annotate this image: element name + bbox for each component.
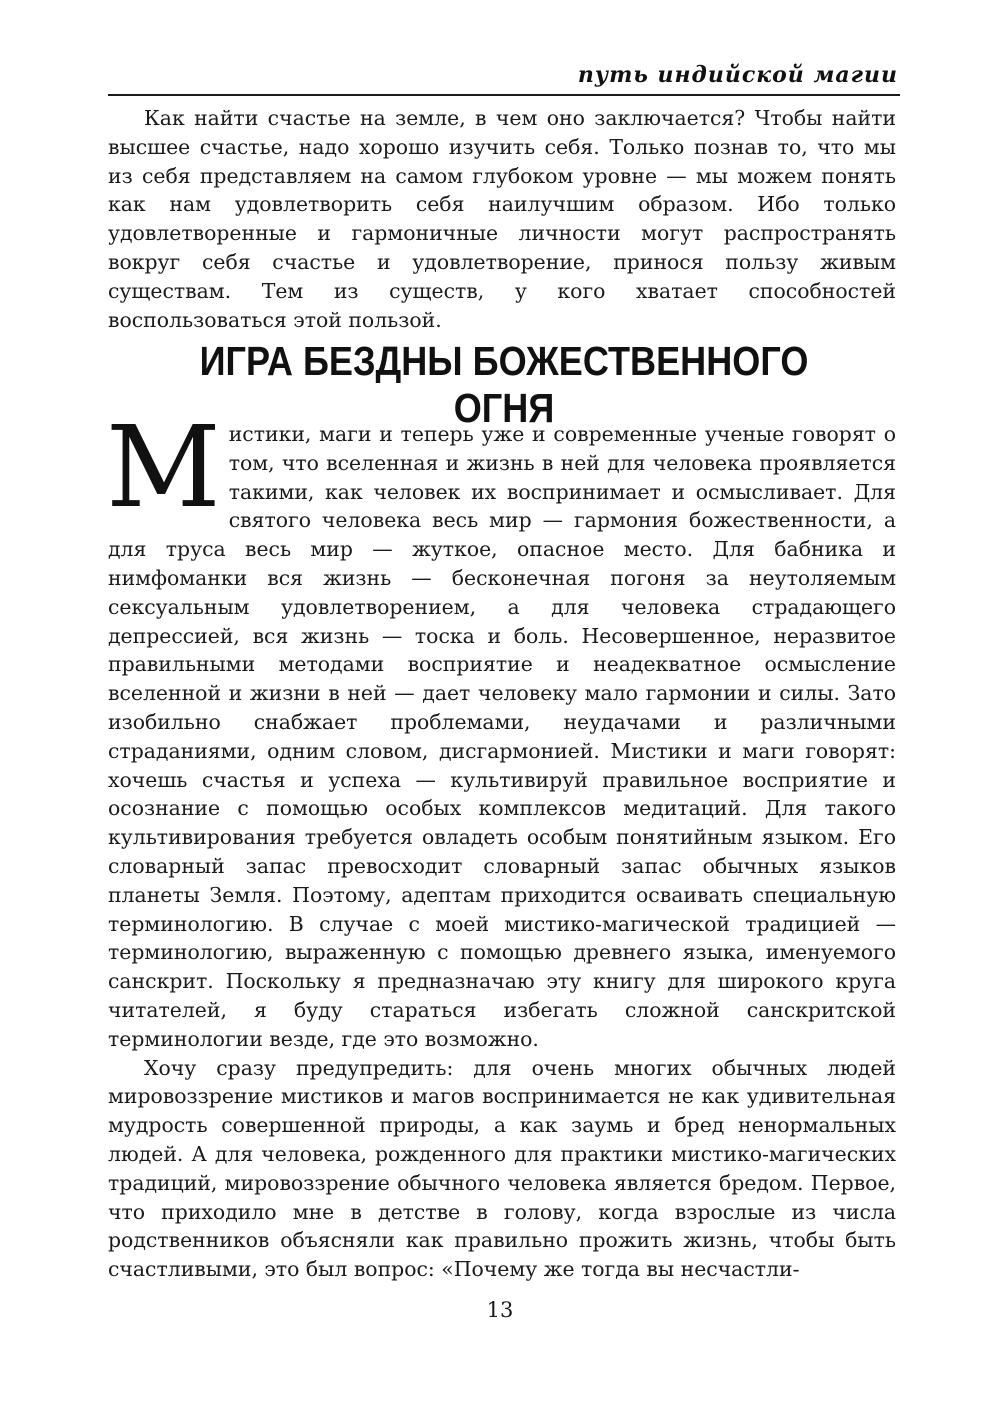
intro-paragraph: Как найти счастье на земле, в чем оно заключается? Чтобы найти высшее счастье, надо хорошо изучить себя. Только познав то, что мы из себя представляем на самом глубоком уровне — мы можем понять как нам удовлетворить себя наилучшим образом. Ибо только удовлетворенные и гармоничные личности могут распространять вокруг себя счастье и удовлетворение, принося пользу живым существам. Тем из существ, у кого хватает способностей воспользоваться этой пользой. [108, 106, 896, 332]
intro-text [108, 104, 896, 334]
section-paragraph-1-text: истики, маги и теперь уже и современные ученые говорят о том, что вселенная и жизнь в ней для человека проявляется такими, как человек их воспринимает и осмысливает. Для святого человека весь мир — гармония божественности, а для труса весь мир — жуткое, опасное место. Для бабника и нимфоманки вся жизнь — бесконечная погоня за неутоляемым сексуальным удовлетворением, а для человека страдающего депрессией, вся жизнь — тоска и боль. Несовершенное, неразвитое правильными методами восприятие и неадекватное осмысление вселенной и жизни в ней — дает человеку мало гармонии и силы. Зато изобильно снабжает проблемами, неудачами и различными страданиями, одним словом, дисгармонией. Мистики и маги говорят: хочешь счастья и успеха — культивируй правильное восприятие и осознание с помощью особых комплексов медитаций. Для такого культивирования требуется овладеть особым понятийным языком. Его словарный запас превосходит словарный запас обычных языков планеты Земля. Поэтому, адептам приходится осваивать специальную терминологию. В случае с моей мистико-магической традицией — терминологию, выраженную с помощью древнего языка, именуемого санскрит. Поскольку я предназначаю эту книгу для широкого круга читателей, я буду стараться избегать сложной санскритской терминологии везде, где это возможно. [108, 422, 896, 1051]
running-head-title: путь индийской магии [577, 62, 898, 88]
drop-cap: М [106, 403, 221, 533]
section-paragraph-1 [106, 403, 896, 1054]
page-number: 13 [486, 1298, 514, 1322]
section-text [106, 403, 896, 1284]
section-title: ИГРА БЕЗДНЫ БОЖЕСТВЕННОГО ОГНЯ [199, 338, 809, 431]
section-paragraph-2: Хочу сразу предупредить: для очень многих обычных людей мировоззрение мистиков и магов воспринимается не как удивительная мудрость совершенной природы, а как заумь и бред ненормальных людей. А для человека, рожденного для практики мистико-магических традиций, мировоззрение обычного человека является бредом. Первое, что приходило мне в детстве в голову, когда взрослые из числа родственников объясняли как правильно прожить жизнь, чтобы быть счастливыми, это был вопрос: «Почему же тогда вы несчастли- [108, 1055, 896, 1282]
running-head [108, 58, 900, 96]
